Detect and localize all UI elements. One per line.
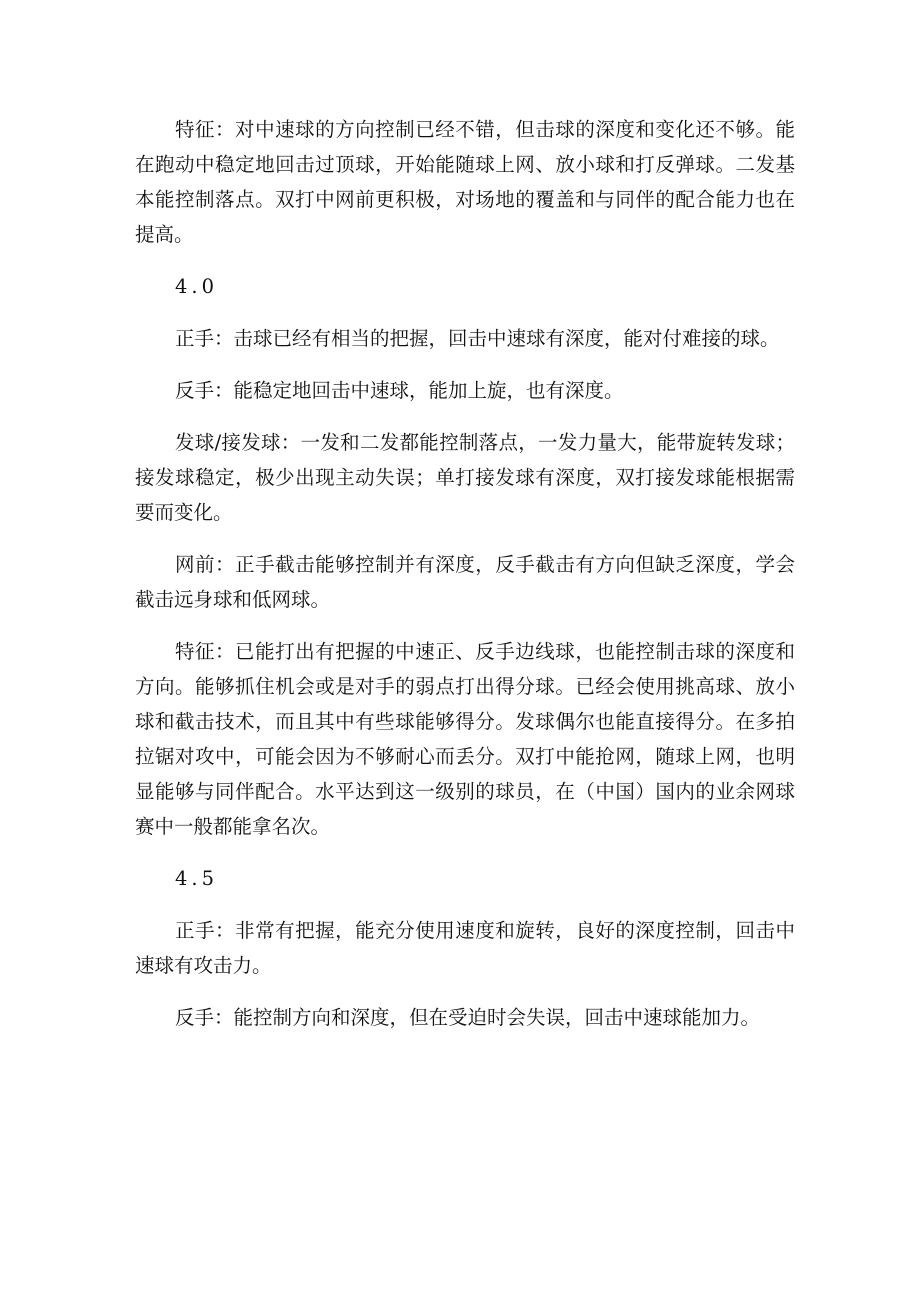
paragraph-backhand-4-0: 反手：能稳定地回击中速球，能加上旋，也有深度。 bbox=[175, 379, 624, 402]
level-heading-4-5: 4.5 bbox=[175, 867, 219, 890]
paragraph-forehand-4-5: 正手：非常有把握，能充分使用速度和旋转，良好的深度控制，回击中速球有攻击力。 bbox=[135, 919, 795, 977]
paragraph-serve-4-0: 发球/接发球：一发和二发都能控制落点，一发力量大，能带旋转发球；接发球稳定，极少出现主动失误；单打接发球有深度，双打接发球能根据需要而变化。 bbox=[135, 431, 795, 524]
paragraph-features-3-5: 特征：对中速球的方向控制已经不错，但击球的深度和变化还不够。能在跑动中稳定地回击过顶球，开始能随球上网、放小球和打反弹球。二发基本能控制落点。双打中网前更积极，对场地的覆盖和与同伴的配合能力也在提高。 bbox=[135, 118, 795, 246]
paragraph-forehand-4-0: 正手：击球已经有相当的把握，回击中速球有深度，能对付难接的球。 bbox=[175, 327, 780, 350]
paragraph-net-4-0: 网前：正手截击能够控制并有深度，反手截击有方向但缺乏深度，学会截击远身球和低网球。 bbox=[135, 553, 795, 611]
paragraph-backhand-4-5: 反手：能控制方向和深度，但在受迫时会失误，回击中速球能加力。 bbox=[175, 1006, 761, 1029]
level-heading-4-0: 4.0 bbox=[175, 275, 219, 298]
document-body bbox=[135, 112, 795, 1052]
paragraph-features-4-0: 特征：已能打出有把握的中速正、反手边线球，也能控制击球的深度和方向。能够抓住机会或是对手的弱点打出得分球。已经会使用挑高球、放小球和截击技术，而且其中有些球能够得分。发球偶尔也能直接得分。在多拍拉锯对攻中，可能会因为不够耐心而丢分。双打中能抢网，随球上网，也明显能够与同伴配合。水平达到这一级别的球员，在（中国）国内的业余网球赛中一般都能拿名次。 bbox=[135, 640, 795, 838]
